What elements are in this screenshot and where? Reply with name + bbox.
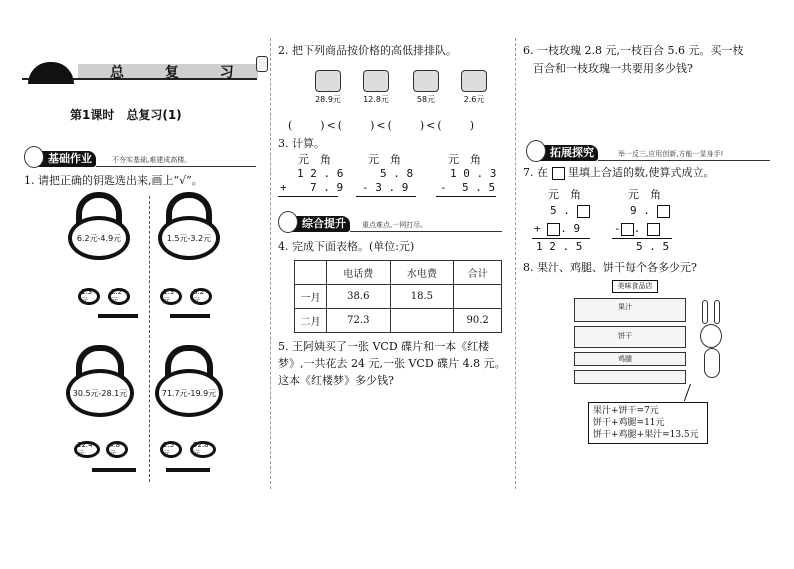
section-badge-ext: 拓展探究: [532, 145, 598, 161]
q2-order-blanks[interactable]: ( )<( )<( )<( ): [288, 119, 476, 132]
blank-box[interactable]: [547, 223, 560, 236]
table-header: 水电费: [390, 261, 454, 285]
product-camera: [354, 70, 398, 105]
airplane-icon: [315, 70, 341, 92]
key[interactable]: 4.8元: [106, 441, 128, 458]
column-divider-left: [270, 38, 271, 489]
shelf-label: 饼干: [618, 332, 632, 340]
title-dome-icon: [28, 62, 74, 84]
lock: [66, 345, 134, 421]
lesson-title: 第1课时 总复习(1): [70, 108, 182, 122]
column-divider-right: [515, 38, 516, 489]
q7b-row2: - .: [614, 220, 660, 237]
lock: [155, 345, 223, 421]
q7-prompt: 7. 在 里填上合适的数,使算式成立。: [523, 166, 715, 179]
product-backpack: [404, 70, 448, 105]
table-cell: [295, 261, 327, 285]
mascot-icon: [24, 146, 44, 168]
q3-col2-bottom: - 3 . 9: [362, 181, 409, 194]
mascot-icon: [526, 140, 546, 162]
product-price: 12.8元: [363, 95, 389, 104]
section-badge-basic: 基础作业: [30, 151, 96, 167]
blank-box[interactable]: [552, 167, 565, 180]
clue-line: 饼干+鸡腿=11元: [593, 418, 665, 428]
blank-box[interactable]: [647, 223, 660, 236]
shelf-label: 鸡腿: [618, 355, 632, 363]
key[interactable]: 1.3元: [78, 288, 100, 305]
table-cell-blank[interactable]: [454, 285, 502, 309]
snack-icon: [461, 70, 487, 92]
product-price: 28.9元: [315, 95, 341, 104]
product-price: 58元: [416, 95, 436, 104]
rabbit-icon: [700, 324, 722, 348]
lock-label: 1.5元-3.2元: [158, 216, 220, 260]
section-badge-combo: 综合提升: [284, 216, 350, 232]
key[interactable]: 6.2元: [190, 288, 212, 305]
pencil-icon: [256, 56, 268, 72]
page-title: 总 复 习: [110, 65, 252, 81]
product-snack: [452, 70, 496, 105]
table-cell: 72.3: [327, 309, 391, 333]
product-price: 2.6元: [463, 95, 485, 104]
table-cell: 38.6: [327, 285, 391, 309]
key[interactable]: 52.8元: [190, 441, 216, 458]
section-note-ext: 举一反三,应用创新,方能一显身手!: [618, 150, 724, 158]
key[interactable]: 1.3元: [160, 288, 182, 305]
q1-prompt: 1. 请把正确的钥匙选出来,画上“√”。: [24, 174, 203, 187]
q4-prompt: 4. 完成下面表格。(单位:元): [278, 240, 415, 253]
clue-line: 果汁+饼干=7元: [593, 406, 659, 416]
q2-prompt: 2. 把下列商品按价格的高低排排队。: [278, 44, 457, 57]
table-cell-blank[interactable]: [390, 309, 454, 333]
q1-divider: [149, 196, 150, 482]
q7b-row1: 9 .: [630, 202, 670, 219]
shop-sign: 美味食品店: [612, 280, 658, 293]
q7b-result: 5 . 5: [636, 240, 670, 253]
q6-line1: 6. 一枝玫瑰 2.8 元,一枝百合 5.6 元。买一枝: [523, 44, 744, 57]
blank-box[interactable]: [577, 205, 590, 218]
clue-bubble: [588, 402, 708, 444]
table-row: [295, 261, 502, 285]
table-cell: 18.5: [390, 285, 454, 309]
mascot-icon: [278, 211, 298, 233]
q3-unit-header: 元 角: [448, 153, 481, 166]
q3-col3-op: -: [440, 181, 447, 194]
q5-line3: 这本《红楼梦》多少钱?: [278, 374, 394, 387]
q7-unit-header: 元 角: [628, 188, 661, 201]
key[interactable]: 12.4元: [74, 441, 100, 458]
q5-line2: 梦》,一共花去 24 元,一张 VCD 碟片 4.8 元。: [278, 357, 506, 370]
q3-col1-top: 1 2 . 6: [297, 167, 344, 180]
q3-col1-bottom: 7 . 9: [310, 181, 344, 194]
table-header: 合计: [454, 261, 502, 285]
key[interactable]: 2.5元: [160, 441, 182, 458]
lock: [158, 192, 220, 264]
section-note-basic: 不夯实基础,难建成高楼。: [112, 156, 192, 164]
q4-table: [294, 260, 502, 333]
shelf-bottom: [574, 370, 686, 384]
q7a-result: 1 2 . 5: [536, 240, 583, 253]
blank-box[interactable]: [657, 205, 670, 218]
camera-icon: [363, 70, 389, 92]
q7a-row1: 5 .: [550, 202, 590, 219]
q3-unit-header: 元 角: [298, 153, 331, 166]
lock-label: 6.2元-4.9元: [68, 216, 130, 260]
lock: [68, 192, 130, 264]
table-row: [295, 309, 502, 333]
q3-unit-header: 元 角: [368, 153, 401, 166]
section-note-combo: 重点难点,一网打尽。: [362, 221, 428, 229]
q7-unit-header: 元 角: [548, 188, 581, 201]
table-cell: 90.2: [454, 309, 502, 333]
q8-prompt: 8. 果汁、鸡腿、饼干每个各多少元?: [523, 261, 697, 274]
q3-col2-top: 5 . 8: [380, 167, 414, 180]
q3-col3-bottom: 5 . 5: [462, 181, 496, 194]
q6-line2: 百合和一枝玫瑰一共要用多少钱?: [533, 62, 693, 75]
title-bar: [22, 60, 257, 80]
clue-line: 饼干+鸡腿+果汁=13.5元: [593, 430, 699, 440]
blank-box[interactable]: [621, 223, 634, 236]
product-airplane: [306, 70, 350, 105]
q5-line1: 5. 王阿姨买了一张 VCD 碟片和一本《红楼: [278, 340, 490, 353]
shop-illustration: [572, 280, 694, 386]
table-cell: 二月: [295, 309, 327, 333]
backpack-icon: [413, 70, 439, 92]
table-cell: 一月: [295, 285, 327, 309]
lock-label: 30.5元-28.1元: [66, 369, 134, 417]
q3-prompt: 3. 计算。: [278, 137, 325, 150]
q3-col3-top: 1 0 . 3: [450, 167, 497, 180]
lock-label: 71.7元-19.9元: [155, 369, 223, 417]
table-header: 电话费: [327, 261, 391, 285]
shelf-label: 果汁: [618, 303, 632, 311]
q7a-row2: + . 9: [534, 222, 581, 235]
table-row: [295, 285, 502, 309]
q3-col1-op: +: [280, 181, 287, 194]
key[interactable]: 2.2元: [108, 288, 130, 305]
